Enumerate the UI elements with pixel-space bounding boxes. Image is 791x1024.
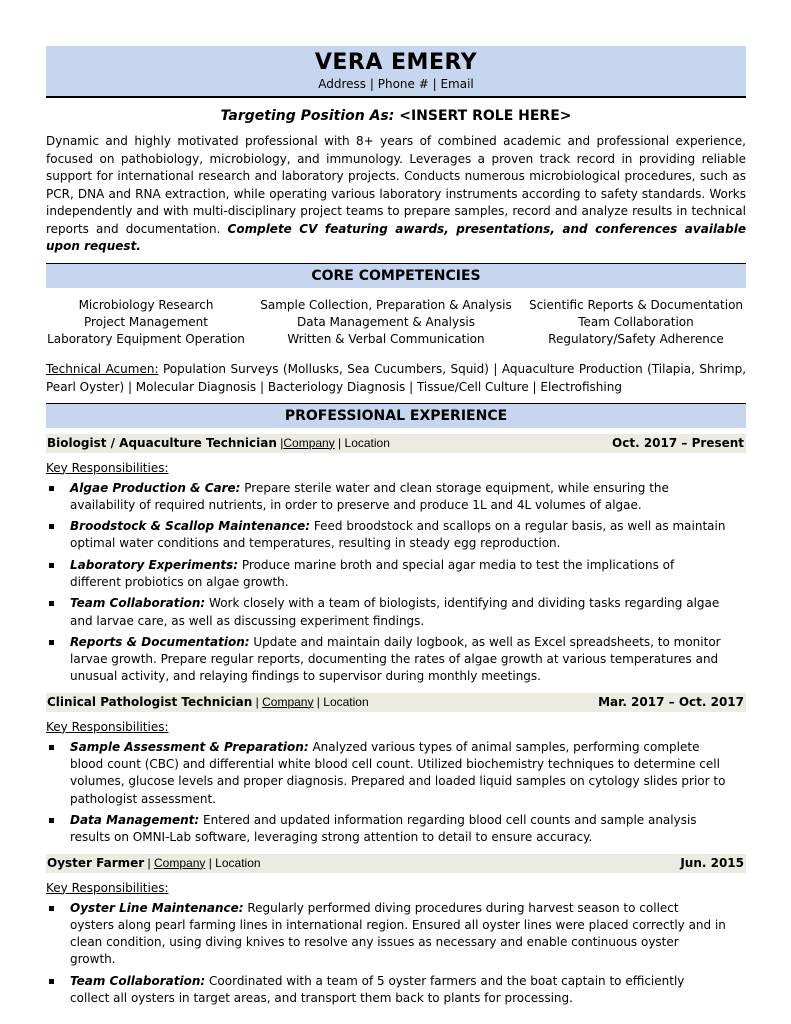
responsibility-list: [46, 900, 746, 1008]
bullet-icon: [49, 979, 54, 984]
competency-item: Team Collaboration: [578, 314, 694, 329]
competency-item: Microbiology Research: [78, 297, 214, 312]
list-item: [46, 518, 746, 553]
bullet-text: Produce marine broth and special agar media to test the implications of different probiotics on algae growth.: [70, 557, 675, 589]
responsibility-list: [46, 739, 746, 847]
section-heading-experience: PROFESSIONAL EXPERIENCE: [46, 403, 746, 428]
list-item: [46, 557, 746, 592]
responsibility-list: [46, 480, 746, 686]
bullet-icon: [49, 524, 54, 529]
key-responsibilities-label: Key Responsibilities:: [46, 880, 169, 895]
job-location: Location: [215, 855, 261, 870]
competencies-grid: [46, 297, 746, 348]
company-name: Company: [283, 435, 335, 450]
competency-item: Written & Verbal Communication: [287, 331, 485, 346]
bullet-lead: Reports & Documentation:: [70, 634, 250, 649]
job-title: Clinical Pathologist Technician: [47, 694, 253, 709]
bullet-lead: Sample Assessment & Preparation:: [70, 739, 309, 754]
bullet-lead: Team Collaboration:: [70, 596, 206, 611]
job-location: Location: [344, 435, 390, 450]
job-location: Location: [323, 694, 369, 709]
job-dates: Jun. 2015: [680, 855, 744, 870]
competency-item: Regulatory/Safety Adherence: [548, 331, 724, 346]
bullet-icon: [49, 906, 54, 911]
bullet-icon: [49, 601, 54, 606]
bullet-icon: [49, 745, 54, 750]
list-item: [46, 812, 746, 847]
job-entry: [46, 854, 746, 1008]
separator: |: [313, 694, 324, 709]
job-header: [46, 434, 746, 453]
bullet-text: Work closely with a team of biologists, identifying and dividing tasks regarding algae and larvae care, as well as discussing experiment findings.: [70, 596, 720, 628]
bullet-lead: Laboratory Experiments:: [70, 557, 239, 572]
target-label: Targeting Position As:: [220, 108, 395, 124]
competencies-column-2: [251, 297, 521, 348]
list-item: [46, 480, 746, 515]
job-dates: Mar. 2017 – Oct. 2017: [598, 694, 744, 709]
list-item: [46, 973, 746, 1008]
target-position: [46, 107, 746, 125]
technical-acumen: [46, 360, 746, 396]
job-header: [46, 854, 746, 873]
bullet-lead: Team Collaboration:: [70, 973, 206, 988]
company-name: Company: [262, 694, 314, 709]
bullet-lead: Data Management:: [70, 812, 200, 827]
bullet-icon: [49, 486, 54, 491]
job-title: Oyster Farmer: [47, 855, 145, 870]
bullet-text: Prepare sterile water and clean storage equipment, while ensuring the availability of required nutrients, in order to preserve and produce 1L and 4L volumes of algae.: [70, 480, 669, 512]
header-rule: [46, 96, 746, 98]
technical-acumen-text: Population Surveys (Mollusks, Sea Cucumbers, Squid) | Aquaculture Production (Tilapia, Shrimp, Pearl Oyster) | Molecular Diagnosis | Bacteriology Diagnosis | Tissue/Cell Culture | Electrofishing: [46, 361, 747, 394]
key-responsibilities-label: Key Responsibilities:: [46, 719, 169, 734]
bullet-text: Coordinated with a team of 5 oyster farmers and the boat captain to efficiently collect all oysters in target areas, and transport them back to plants for processing.: [70, 973, 685, 1006]
separator: |: [144, 855, 155, 870]
bullet-text: Feed broodstock and scallops on a regular basis, as well as maintain optimal water conditions and temperatures, resulting in steady egg reproduction.: [70, 519, 726, 551]
bullet-text: Update and maintain daily logbook, as well as Excel spreadsheets, to monitor larvae growth. Prepare regular reports, documenting the rates of algae growth at various temperatures and unusual activity, and relaying findings to supervisor during monthly meetings.: [70, 634, 721, 684]
bullet-lead: Algae Production & Care:: [70, 480, 241, 495]
bullet-lead: Oyster Line Maintenance:: [70, 900, 244, 915]
separator: |: [276, 435, 284, 450]
competency-item: Data Management & Analysis: [297, 314, 475, 329]
competencies-column-3: [526, 297, 746, 348]
professional-summary: [46, 133, 746, 256]
resume-page: [46, 46, 746, 1011]
bullet-icon: [49, 563, 54, 568]
competency-item: Sample Collection, Preparation & Analysis: [260, 297, 512, 312]
bullet-icon: [49, 640, 54, 645]
bullet-text: Analyzed various types of animal samples, performing complete blood count (CBC) and differential white blood cell count. Utilized biochemistry techniques to determine cell volumes, glucose levels and proper diagnosis. Prepared and loaded liquid samples on cytology slides prior to pathologist assessment.: [70, 739, 726, 806]
list-item: [46, 634, 746, 686]
candidate-name: VERA EMERY: [314, 50, 478, 75]
bullet-lead: Broodstock & Scallop Maintenance:: [70, 519, 311, 534]
competency-item: Laboratory Equipment Operation: [47, 331, 245, 346]
competencies-column-1: [46, 297, 246, 348]
summary-text: Dynamic and highly motivated professional with 8+ years of combined academic and professional experience, focused on pathobiology, microbiology, and immunology. Leverages a proven track record in providing reliable support for international research and laboratory projects. Conducts numerous microbiological procedures, such as PCR, DNA and RNA extraction, while operating various laboratory instruments according to safety standards. Works independently and with multi-disciplinary project teams to prepare samples, record and analyze results in technical reports and documentation.: [46, 134, 746, 236]
bullet-text: Entered and updated information regarding blood cell counts and sample analysis results on OMNI-Lab software, leveraging strong attention to detail to ensure accuracy.: [70, 812, 697, 845]
job-title: Biologist / Aquaculture Technician: [47, 435, 277, 450]
key-responsibilities-label: Key Responsibilities:: [46, 460, 169, 475]
contact-line: Address | Phone # | Email: [318, 77, 474, 91]
target-role: <INSERT ROLE HERE>: [399, 108, 572, 124]
list-item: [46, 595, 746, 630]
competency-item: Scientific Reports & Documentation: [528, 297, 744, 312]
summary-emphasis: Complete CV featuring awards, presentations, and conferences available upon request.: [46, 221, 746, 253]
job-entry: [46, 434, 746, 686]
separator: |: [252, 694, 263, 709]
section-heading-competencies: CORE COMPETENCIES: [46, 263, 746, 288]
company-name: Company: [154, 855, 206, 870]
resume-header: [46, 46, 746, 96]
list-item: [46, 739, 746, 808]
technical-acumen-label: Technical Acumen:: [46, 361, 159, 376]
job-entry: [46, 693, 746, 847]
separator: |: [205, 855, 216, 870]
separator: |: [334, 435, 345, 450]
bullet-text: Regularly performed diving procedures during harvest season to collect oysters along pearl farming lines in international region. Ensured all oyster lines were placed correctly and in clean condition, using diving knives to resolve any issues as necessary and enable continuous oyster growth.: [70, 900, 726, 967]
list-item: [46, 900, 746, 969]
job-dates: Oct. 2017 – Present: [612, 435, 744, 450]
competency-item: Project Management: [84, 314, 208, 329]
bullet-icon: [49, 818, 54, 823]
job-header: [46, 693, 746, 712]
